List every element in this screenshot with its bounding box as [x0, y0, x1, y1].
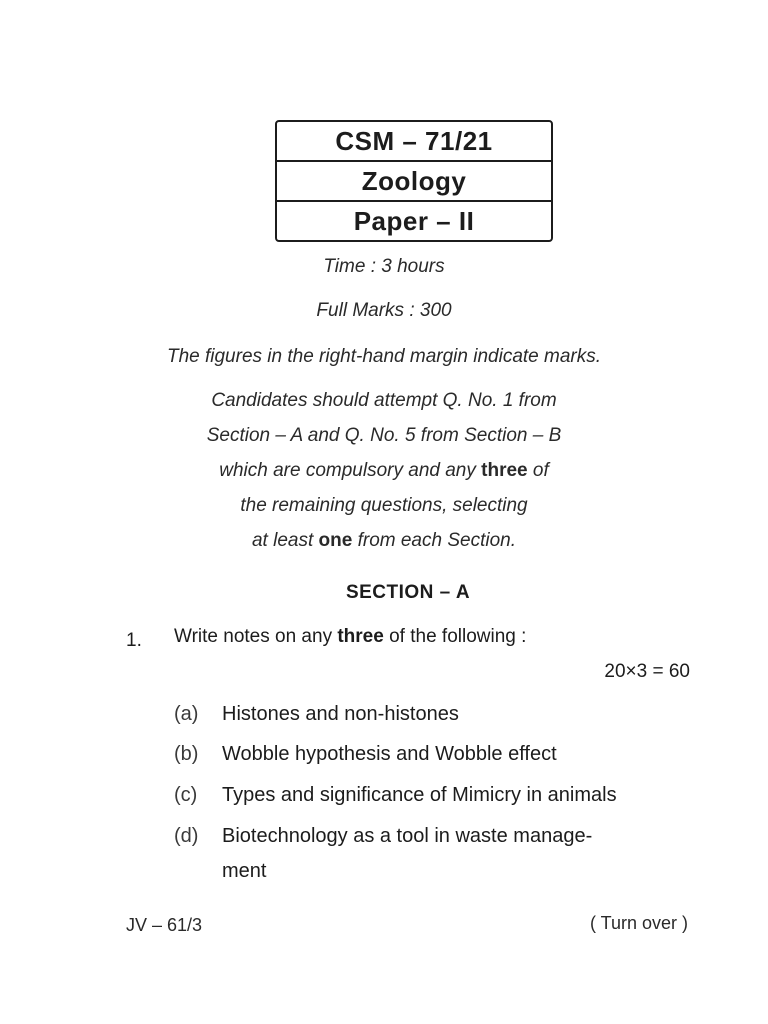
exam-paper: Paper – II [277, 200, 551, 240]
instruction-line-2: Section – A and Q. No. 5 from Section – B [206, 425, 562, 446]
exam-subject: Zoology [277, 160, 551, 200]
sub-question-a [174, 703, 694, 726]
question-text [174, 626, 526, 648]
sub-question-label: (a) [174, 703, 199, 725]
instruction-line-4: the remaining questions, selecting [240, 495, 528, 516]
sub-question-text: Wobble hypothesis and Wobble effect [222, 743, 557, 765]
instruction-line-3-pre: which are compulsory and any [219, 460, 482, 481]
exam-header-box [275, 120, 553, 242]
instruction-line-5-post: from each Section. [352, 530, 517, 551]
instruction-line-3-bold: three [481, 460, 528, 481]
turn-over-note: ( Turn over ) [589, 913, 688, 933]
question-text-bold: three [337, 626, 384, 647]
section-heading: SECTION – A [345, 582, 471, 603]
sub-question-d [174, 825, 694, 883]
margin-note: The figures in the right-hand margin indicate marks. [166, 346, 602, 367]
instruction-line-5 [0, 530, 768, 552]
sub-question-label: (c) [174, 784, 198, 806]
instruction-line-5-bold: one [318, 530, 353, 551]
sub-question-b [174, 743, 694, 766]
sub-question-text: Types and significance of Mimicry in animals [222, 784, 617, 806]
sub-question-label: (d) [174, 825, 199, 847]
instruction-line-5-pre: at least [251, 530, 319, 551]
question-text-post: of the following : [383, 626, 527, 647]
question-text-pre: Write notes on any [174, 626, 338, 647]
exam-code: CSM – 71/21 [335, 125, 493, 156]
instruction-line-3-post: of [527, 460, 549, 481]
question-marks: 20×3 = 60 [604, 661, 690, 682]
instruction-line-3 [0, 460, 768, 482]
sub-question-continuation: ment [222, 860, 267, 882]
footer-code: JV – 61/3 [126, 915, 203, 935]
instruction-line-1: Candidates should attempt Q. No. 1 from [211, 390, 557, 411]
sub-question-text: Biotechnology as a tool in waste manage- [222, 825, 593, 847]
exam-full-marks: Full Marks : 300 [316, 300, 452, 321]
sub-question-label: (b) [174, 743, 199, 765]
sub-question-text: Histones and non-histones [222, 703, 459, 725]
exam-time: Time : 3 hours [323, 256, 445, 277]
question-number: 1. [126, 630, 142, 651]
sub-question-c [174, 784, 694, 807]
